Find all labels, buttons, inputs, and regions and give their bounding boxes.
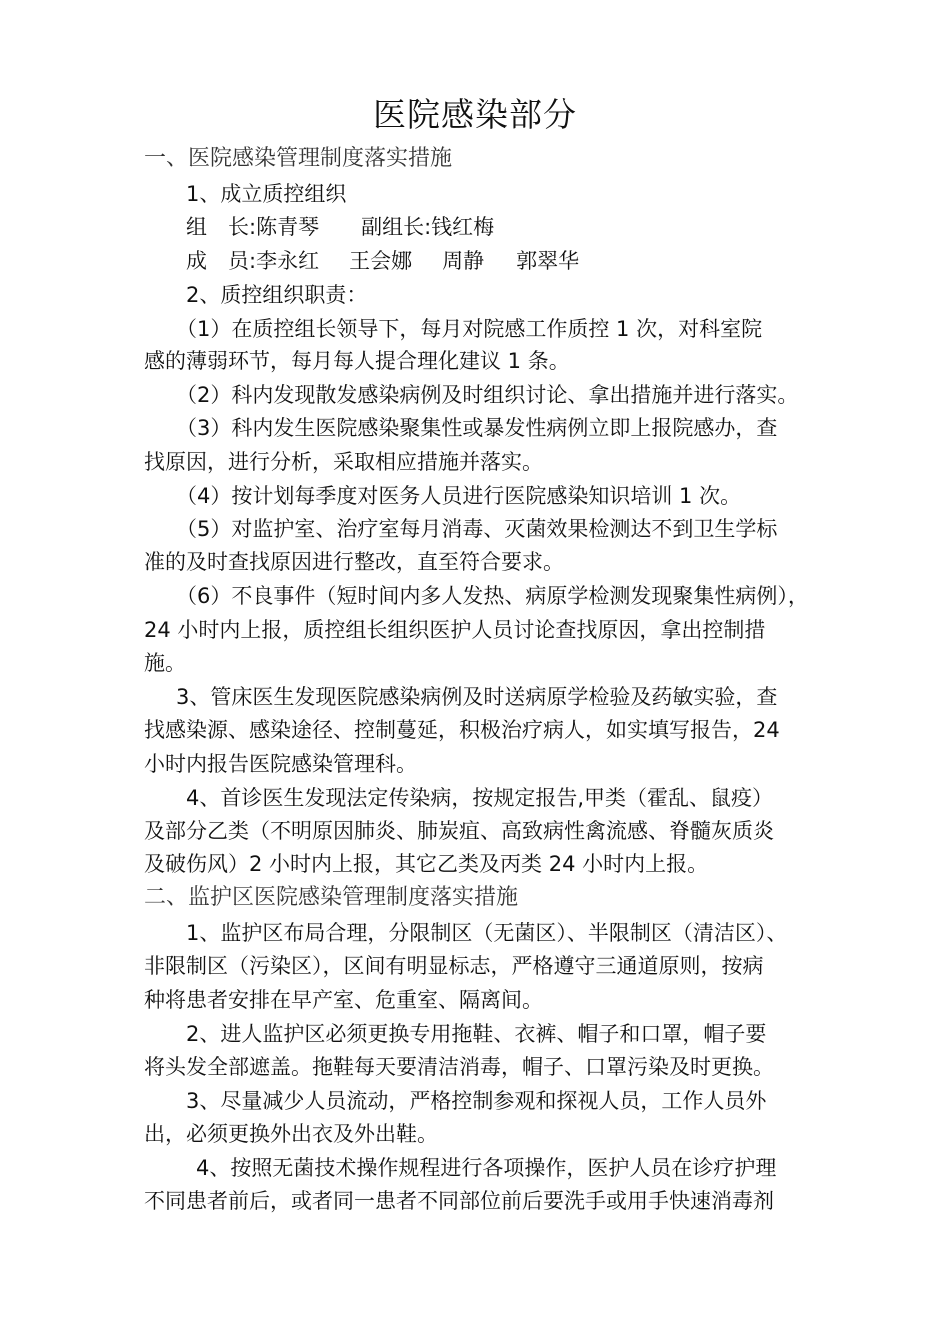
duty-6-line-2: 24 小时内上报，质控组长组织医护人员讨论查找原因，拿出控制措 [144,618,766,642]
duty-3-line-2: 找原因，进行分析，采取相应措施并落实。 [144,450,543,474]
s2-item1-line-1: 1、监护区布局合理，分限制区（无菌区）、半限制区（清洁区）、 [186,921,788,945]
members-label: 成 员:李永红 [186,249,320,273]
item4-line-3: 及破伤风）2 小时内上报，其它乙类及丙类 24 小时内上报。 [144,852,709,876]
item3-line-1: 3、管床医生发现医院感染病例及时送病原学检验及药敏实验，查 [176,685,778,709]
s2-item2-line-1: 2、进人监护区必须更换专用拖鞋、衣裤、帽子和口罩，帽子要 [186,1022,767,1046]
duty-2-line-1: （2）科内发现散发感染病例及时组织讨论、拿出措施并进行落实。 [176,383,799,407]
leader-line: 组 长:陈青琴 副组长:钱红梅 [186,215,495,239]
duty-5-line-1: （5）对监护室、治疗室每月消毒、灭菌效果检测达不到卫生学标 [176,517,778,541]
s2-item3-line-2: 出，必须更换外出衣及外出鞋。 [144,1122,438,1146]
s2-item3-line-1: 3、尽量减少人员流动，严格控制参观和探视人员，工作人员外 [186,1089,767,1113]
duty-1-line-1: （1）在质控组长领导下，每月对院感工作质控 1 次，对科室院 [176,317,763,341]
s2-item4-line-2: 不同患者前后，或者同一患者不同部位前后要洗手或用手快速消毒剂 [144,1189,774,1213]
item4-line-1: 4、首诊医生发现法定传染病，按规定报告,甲类（霍乱、鼠疫） [186,786,774,810]
duty-1-line-2: 感的薄弱环节，每月每人提合理化建议 1 条。 [144,349,570,373]
section-heading-1: 一、医院感染管理制度落实措施 [144,146,453,171]
duty-6-line-3: 施。 [144,651,186,675]
item4-line-2: 及部分乙类（不明原因肺炎、肺炭疽、高致病性禽流感、脊髓灰质炎 [144,819,774,843]
item1-title: 1、成立质控组织 [186,182,347,206]
s2-item4-line-1: 4、按照无菌技术操作规程进行各项操作，医护人员在诊疗护理 [196,1156,777,1180]
duty-6-line-1: （6）不良事件（短时间内多人发热、病原学检测发现聚集性病例）， [176,584,809,608]
duty-4-line-1: （4）按计划每季度对医务人员进行医院感染知识培训 1 次。 [176,484,742,508]
item2-title: 2、质控组织职责： [186,283,368,307]
item3-line-3: 小时内报告医院感染管理科。 [144,752,417,776]
member-name: 王会娜 [349,249,413,273]
document-title: 医院感染部分 [373,95,577,134]
s2-item1-line-2: 非限制区（污染区），区间有明显标志，严格遵守三通道原则，按病 [144,954,764,978]
member-name: 郭翠华 [516,249,580,273]
s2-item1-line-3: 种将患者安排在早产室、危重室、隔离间。 [144,988,543,1012]
duty-3-line-1: （3）科内发生医院感染聚集性或暴发性病例立即上报院感办，查 [176,416,778,440]
duty-5-line-2: 准的及时查找原因进行整改，直至符合要求。 [144,550,564,574]
item3-line-2: 找感染源、感染途径、控制蔓延，积极治疗病人，如实填写报告，24 [144,718,780,742]
s2-item2-line-2: 将头发全部遮盖。拖鞋每天要清洁消毒，帽子、口罩污染及时更换。 [144,1055,774,1079]
members-line [186,246,579,276]
section-heading-2: 二、监护区医院感染管理制度落实措施 [144,885,519,910]
member-name: 周静 [442,249,485,273]
